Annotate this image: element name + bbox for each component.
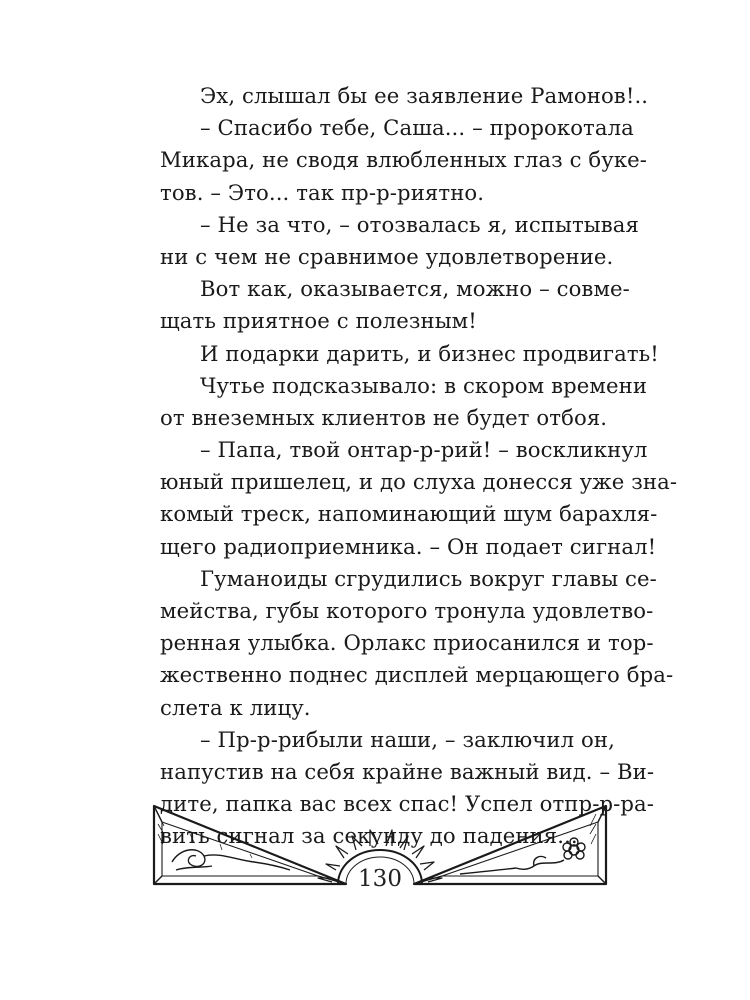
text-line: слета к лицу. <box>160 694 311 720</box>
text-line: тов. – Это... так пр-р-риятно. <box>160 179 485 205</box>
text-line: комый треск, напоминающий шум барахля- <box>160 501 658 527</box>
text-line: ренная улыбка. Орлакс приосанился и тор- <box>160 630 654 656</box>
text-line: щего радиоприемника. – Он подает сигнал! <box>160 533 657 559</box>
text-line: – Не за что, – отозвалась я, испытывая <box>200 211 639 237</box>
text-line: И подарки дарить, и бизнес продвигать! <box>200 340 659 366</box>
text-line: ни с чем не сравнимое удовлетворение. <box>160 243 614 269</box>
text-line: вить сигнал за секунду до падения... <box>160 823 578 849</box>
text-line: – Спасибо тебе, Саша... – пророкотала <box>200 115 634 141</box>
left-ornament-panel <box>154 806 346 884</box>
text-line: – Пр-р-рибыли наши, – заключил он, <box>200 726 615 752</box>
text-line: напустив на себя крайне важный вид. – Ви- <box>160 758 655 784</box>
body-text <box>160 80 678 853</box>
text-line: Чутье подсказывало: в скором времени <box>200 372 648 398</box>
right-ornament-panel <box>414 806 606 884</box>
text-line: щать приятное с полезным! <box>160 308 477 334</box>
text-line: от внеземных клиентов не будет отбоя. <box>160 404 608 430</box>
text-line: Микара, не сводя влюбленных глаз с буке- <box>160 147 648 173</box>
text-line: юный пришелец, и до слуха донесся уже зна- <box>160 469 678 495</box>
text-line: дите, папка вас всех спас! Успел отпр-р-ра- <box>160 791 655 817</box>
text-line: – Папа, твой онтар-р-рий! – воскликнул <box>200 437 648 463</box>
text-line: Эх, слышал бы ее заявление Рамонов!.. <box>200 83 649 108</box>
text-line: мейства, губы которого тронула удовлетво- <box>160 598 654 623</box>
page-number: 130 <box>358 866 402 892</box>
text-line: Вот как, оказывается, можно – совме- <box>200 276 630 302</box>
text-line: Гуманоиды сгрудились вокруг главы се- <box>200 565 657 591</box>
text-line: жественно поднес дисплей мерцающего бра- <box>160 662 674 688</box>
